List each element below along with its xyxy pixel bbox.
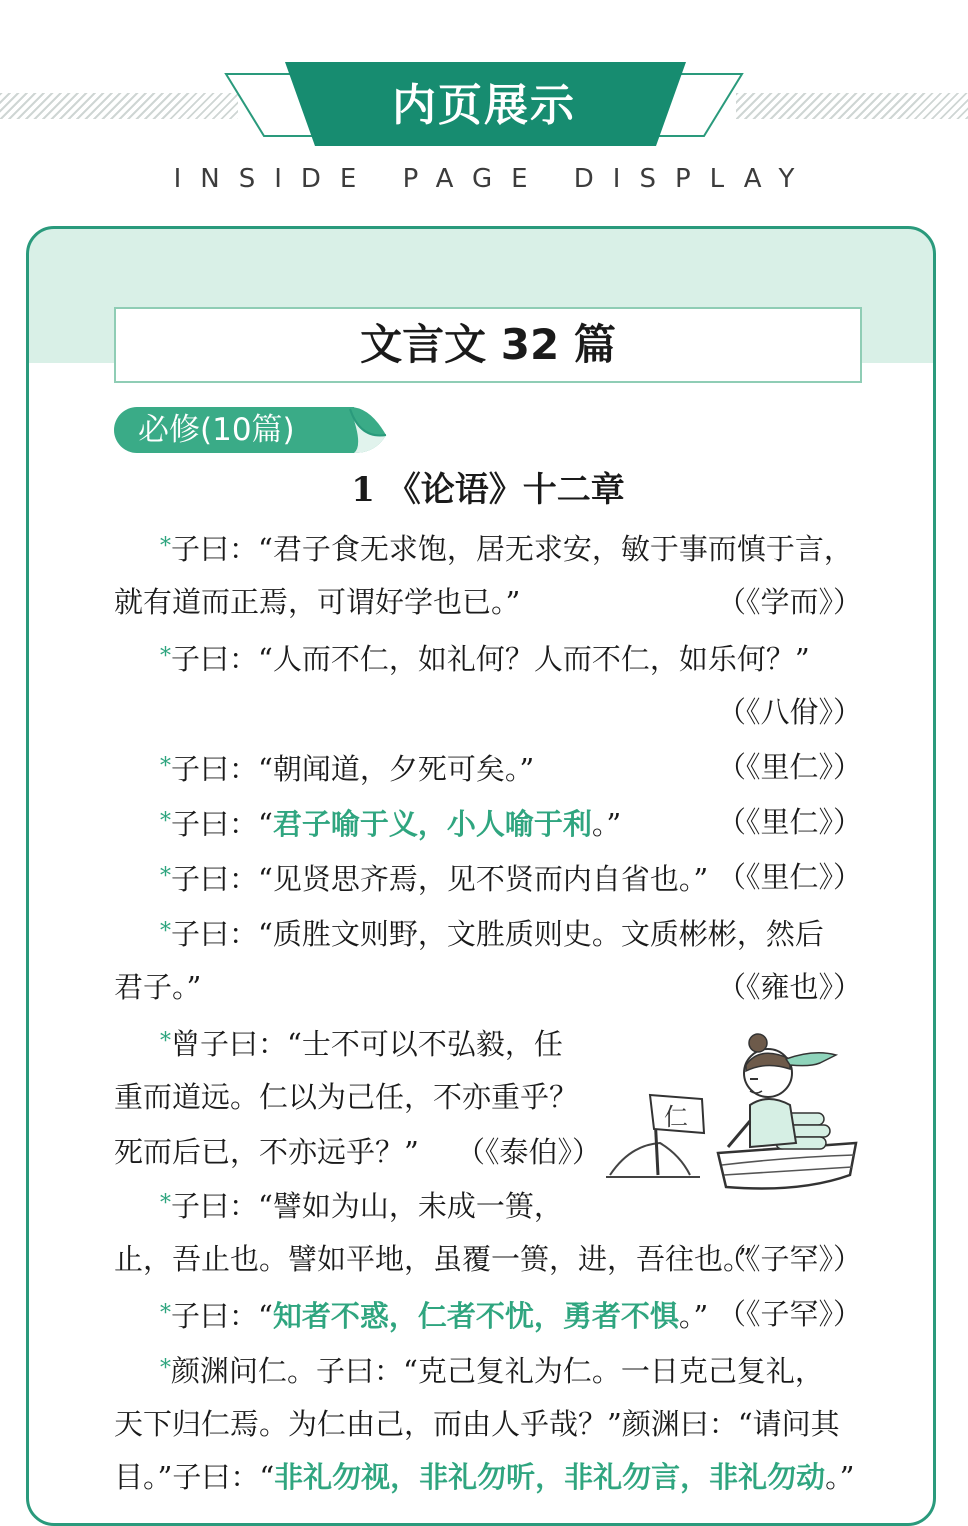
star-icon: * (160, 534, 171, 559)
star-icon: * (160, 1029, 171, 1054)
star-icon: * (160, 754, 171, 779)
text-line: *子曰：“譬如为山，未成一篑， (160, 1189, 563, 1223)
flag-text: 仁 (664, 1103, 688, 1131)
source-label: （《学而》） (716, 585, 862, 619)
source-label: （《里仁》） (716, 860, 862, 894)
source-label: （《雍也》） (716, 970, 862, 1004)
text-line: 死而后已，不亦远乎？” (114, 1135, 419, 1169)
star-icon: * (160, 864, 171, 889)
text-line: *颜渊问仁。子曰：“克己复礼为仁。一日克己复礼， (160, 1354, 824, 1388)
text-line: *曾子曰：“士不可以不弘毅，任 (160, 1027, 563, 1061)
text-line: 就有道而正焉，可谓好学也已。” (114, 585, 521, 619)
text-line: *子曰：“知者不惑，仁者不忧，勇者不惧。” (160, 1299, 709, 1333)
source-label: （《子罕》） (716, 1297, 862, 1331)
source-label: （《里仁》） (716, 750, 862, 784)
star-icon: * (160, 809, 171, 834)
scholar-boat-illustration (600, 1025, 862, 1205)
highlighted-quote: 非礼勿视，非礼勿听，非礼勿言，非礼勿动 (274, 1460, 826, 1494)
text-line: *子曰：“君子喻于义，小人喻于利。” (160, 807, 622, 841)
star-icon: * (160, 1356, 171, 1381)
text-line: *子曰：“人而不仁，如礼何？人而不仁，如乐何？” (160, 642, 810, 676)
text-line: 目。”子曰：“非礼勿视，非礼勿听，非礼勿言，非礼勿动。” (114, 1460, 855, 1494)
text-line: *子曰：“见贤思齐焉，见不贤而内自省也。” (160, 862, 709, 896)
source-label: （《里仁》） (716, 805, 862, 839)
chapter-title: 1 《论语》十二章 (351, 470, 625, 510)
text-line: 天下归仁焉。为仁由己，而由人乎哉？”颜渊曰：“请问其 (114, 1407, 840, 1441)
highlighted-quote: 知者不惑，仁者不忧，勇者不惧 (272, 1299, 679, 1333)
text-line: 止，吾止也。譬如平地，虽覆一篑，进，吾往也。” (114, 1242, 753, 1276)
star-icon: * (160, 644, 171, 669)
text-line: *子曰：“质胜文则野，文胜质则史。文质彬彬，然后 (160, 917, 824, 951)
page-curl-icon (330, 405, 390, 455)
section-title: 文言文 32 篇 (114, 307, 862, 383)
star-icon: * (160, 919, 171, 944)
star-icon: * (160, 1301, 171, 1326)
header-title: 内页展示 (392, 80, 576, 131)
text-line: 重而道远。仁以为己任，不亦重乎？ (114, 1080, 579, 1114)
text-line: 君子。” (114, 970, 202, 1004)
source-label: （《泰伯》） (456, 1135, 602, 1169)
source-label: （《八佾》） (716, 695, 862, 729)
star-icon: * (160, 1191, 171, 1216)
text-line: *子曰：“君子食无求饱，居无求安，敏于事而慎于言， (160, 532, 853, 566)
section-tag: 必修(10篇) (114, 407, 354, 453)
header-subtitle: INSIDE PAGE DISPLAY (173, 164, 814, 194)
highlighted-quote: 君子喻于义，小人喻于利 (272, 807, 592, 841)
source-label: （《子罕》） (716, 1242, 862, 1276)
text-line: *子曰：“朝闻道，夕死可矣。” (160, 752, 535, 786)
